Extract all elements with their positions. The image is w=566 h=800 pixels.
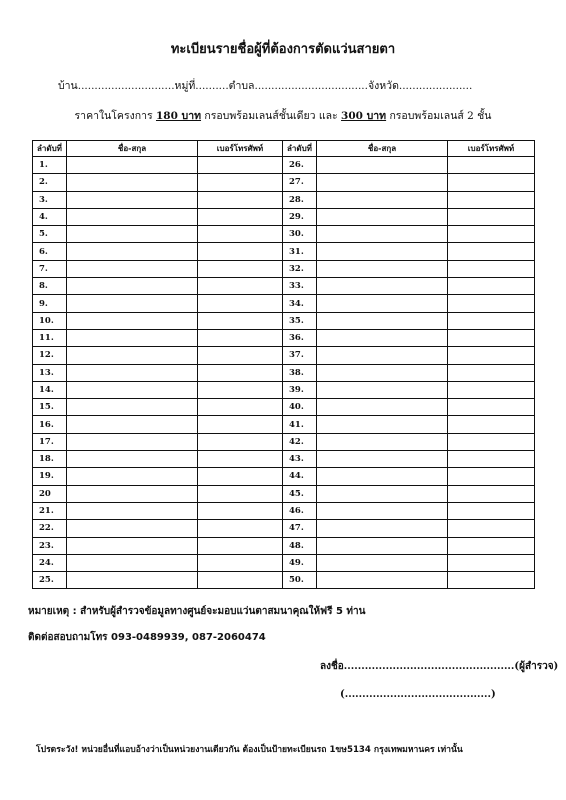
row-number-right: 32. bbox=[283, 260, 317, 277]
name-cell-left[interactable] bbox=[67, 554, 198, 571]
row-number-left: 7. bbox=[33, 260, 67, 277]
phone-cell-left[interactable] bbox=[198, 208, 283, 225]
phone-cell-left[interactable] bbox=[198, 260, 283, 277]
name-cell-left[interactable] bbox=[67, 485, 198, 502]
name-cell-left[interactable] bbox=[67, 416, 198, 433]
row-number-left: 6. bbox=[33, 243, 67, 260]
row-number-left: 18. bbox=[33, 451, 67, 468]
table-row bbox=[33, 260, 535, 277]
phone-cell-left[interactable] bbox=[198, 554, 283, 571]
phone-cell-left[interactable] bbox=[198, 226, 283, 243]
price-double: 300 บาท bbox=[341, 110, 387, 122]
name-cell-left[interactable] bbox=[67, 226, 198, 243]
row-number-right: 40. bbox=[283, 399, 317, 416]
header-no-left: ลำดับที่ bbox=[33, 141, 67, 157]
name-cell-right[interactable] bbox=[317, 208, 448, 225]
table-row bbox=[33, 364, 535, 381]
row-number-left: 21. bbox=[33, 502, 67, 519]
row-number-right: 27. bbox=[283, 174, 317, 191]
phone-cell-right[interactable] bbox=[448, 468, 535, 485]
table-row bbox=[33, 295, 535, 312]
signature-name-line[interactable]: (..........................................) bbox=[340, 689, 496, 700]
name-cell-right[interactable] bbox=[317, 157, 448, 174]
table-body bbox=[33, 157, 535, 589]
phone-cell-right[interactable] bbox=[448, 347, 535, 364]
table-row bbox=[33, 243, 535, 260]
name-cell-right[interactable] bbox=[317, 468, 448, 485]
name-cell-right[interactable] bbox=[317, 554, 448, 571]
row-number-left: 2. bbox=[33, 174, 67, 191]
phone-cell-left[interactable] bbox=[198, 312, 283, 329]
row-number-right: 37. bbox=[283, 347, 317, 364]
phone-cell-left[interactable] bbox=[198, 174, 283, 191]
name-cell-right[interactable] bbox=[317, 433, 448, 450]
row-number-right: 39. bbox=[283, 381, 317, 398]
phone-cell-right[interactable] bbox=[448, 191, 535, 208]
name-cell-left[interactable] bbox=[67, 260, 198, 277]
row-number-right: 38. bbox=[283, 364, 317, 381]
phone-cell-right[interactable] bbox=[448, 208, 535, 225]
header-name-left: ชื่อ-สกุล bbox=[67, 141, 198, 157]
name-cell-right[interactable] bbox=[317, 485, 448, 502]
name-cell-left[interactable] bbox=[67, 572, 198, 589]
row-number-left: 19. bbox=[33, 468, 67, 485]
name-cell-right[interactable] bbox=[317, 502, 448, 519]
phone-cell-right[interactable] bbox=[448, 416, 535, 433]
table-row bbox=[33, 416, 535, 433]
phone-cell-left[interactable] bbox=[198, 243, 283, 260]
table-row bbox=[33, 174, 535, 191]
phone-cell-right[interactable] bbox=[448, 520, 535, 537]
name-cell-left[interactable] bbox=[67, 174, 198, 191]
phone-cell-right[interactable] bbox=[448, 243, 535, 260]
phone-cell-left[interactable] bbox=[198, 502, 283, 519]
header-name-right: ชื่อ-สกุล bbox=[317, 141, 448, 157]
table-row bbox=[33, 572, 535, 589]
name-cell-right[interactable] bbox=[317, 260, 448, 277]
row-number-left: 10. bbox=[33, 312, 67, 329]
phone-cell-left[interactable] bbox=[198, 537, 283, 554]
name-cell-right[interactable] bbox=[317, 520, 448, 537]
row-number-right: 41. bbox=[283, 416, 317, 433]
phone-cell-left[interactable] bbox=[198, 278, 283, 295]
row-number-left: 1. bbox=[33, 157, 67, 174]
table-row bbox=[33, 157, 535, 174]
village-field[interactable]: บ้าน............................. bbox=[58, 80, 175, 92]
phone-cell-right[interactable] bbox=[448, 364, 535, 381]
name-cell-left[interactable] bbox=[67, 329, 198, 346]
phone-cell-right[interactable] bbox=[448, 485, 535, 502]
row-number-right: 46. bbox=[283, 502, 317, 519]
phone-cell-left[interactable] bbox=[198, 381, 283, 398]
name-cell-right[interactable] bbox=[317, 243, 448, 260]
name-cell-left[interactable] bbox=[67, 278, 198, 295]
row-number-left: 12. bbox=[33, 347, 67, 364]
row-number-right: 44. bbox=[283, 468, 317, 485]
phone-cell-left[interactable] bbox=[198, 295, 283, 312]
name-cell-right[interactable] bbox=[317, 381, 448, 398]
table-row bbox=[33, 312, 535, 329]
phone-cell-right[interactable] bbox=[448, 278, 535, 295]
phone-cell-left[interactable] bbox=[198, 451, 283, 468]
name-cell-left[interactable] bbox=[67, 520, 198, 537]
row-number-left: 4. bbox=[33, 208, 67, 225]
table-row bbox=[33, 191, 535, 208]
name-cell-left[interactable] bbox=[67, 468, 198, 485]
registration-table-wrap bbox=[32, 140, 534, 589]
row-number-left: 17. bbox=[33, 433, 67, 450]
table-row bbox=[33, 347, 535, 364]
row-number-right: 49. bbox=[283, 554, 317, 571]
name-cell-left[interactable] bbox=[67, 157, 198, 174]
table-header-row bbox=[33, 141, 535, 157]
province-field[interactable]: จังหวัด...................... bbox=[367, 80, 473, 92]
row-number-left: 25. bbox=[33, 572, 67, 589]
name-cell-right[interactable] bbox=[317, 174, 448, 191]
table-row bbox=[33, 451, 535, 468]
table-row bbox=[33, 399, 535, 416]
row-number-left: 24. bbox=[33, 554, 67, 571]
phone-cell-left[interactable] bbox=[198, 485, 283, 502]
name-cell-right[interactable] bbox=[317, 329, 448, 346]
row-number-right: 47. bbox=[283, 520, 317, 537]
table-row bbox=[33, 226, 535, 243]
table-row bbox=[33, 468, 535, 485]
table-row bbox=[33, 520, 535, 537]
name-cell-left[interactable] bbox=[67, 312, 198, 329]
phone-cell-right[interactable] bbox=[448, 329, 535, 346]
name-cell-left[interactable] bbox=[67, 381, 198, 398]
phone-cell-right[interactable] bbox=[448, 381, 535, 398]
address-line bbox=[58, 77, 472, 94]
row-number-left: 20 bbox=[33, 485, 67, 502]
phone-cell-right[interactable] bbox=[448, 157, 535, 174]
phone-cell-right[interactable] bbox=[448, 502, 535, 519]
row-number-left: 22. bbox=[33, 520, 67, 537]
phone-cell-right[interactable] bbox=[448, 554, 535, 571]
table-row bbox=[33, 502, 535, 519]
document-title: ทะเบียนรายชื่อผู้ที่ต้องการตัดแว่นสายตา bbox=[170, 42, 396, 57]
name-cell-right[interactable] bbox=[317, 295, 448, 312]
phone-cell-right[interactable] bbox=[448, 312, 535, 329]
row-number-right: 50. bbox=[283, 572, 317, 589]
row-number-right: 42. bbox=[283, 433, 317, 450]
note-text: หมายเหตุ : สำหรับผู้สำรวจข้อมูลทางศูนย์จะมอบแว่นตาสมนาคุณให้ฟรี 5 ท่าน bbox=[28, 606, 366, 617]
phone-cell-left[interactable] bbox=[198, 572, 283, 589]
phone-cell-left[interactable] bbox=[198, 329, 283, 346]
price-mid: กรอบพร้อมเลนส์ชั้นเดียว และ bbox=[204, 110, 338, 122]
table-row bbox=[33, 208, 535, 225]
name-cell-left[interactable] bbox=[67, 364, 198, 381]
row-number-left: 13. bbox=[33, 364, 67, 381]
row-number-right: 31. bbox=[283, 243, 317, 260]
row-number-right: 30. bbox=[283, 226, 317, 243]
row-number-left: 8. bbox=[33, 278, 67, 295]
row-number-right: 35. bbox=[283, 312, 317, 329]
table-row bbox=[33, 485, 535, 502]
row-number-left: 16. bbox=[33, 416, 67, 433]
moo-field[interactable]: หมู่ที่.......... bbox=[174, 80, 229, 92]
phone-cell-right[interactable] bbox=[448, 399, 535, 416]
row-number-left: 15. bbox=[33, 399, 67, 416]
phone-cell-left[interactable] bbox=[198, 399, 283, 416]
name-cell-right[interactable] bbox=[317, 226, 448, 243]
table-row bbox=[33, 278, 535, 295]
name-cell-left[interactable] bbox=[67, 502, 198, 519]
name-cell-right[interactable] bbox=[317, 278, 448, 295]
header-phone-left: เบอร์โทรศัพท์ bbox=[198, 141, 283, 157]
phone-cell-left[interactable] bbox=[198, 157, 283, 174]
table-row bbox=[33, 554, 535, 571]
registration-table bbox=[32, 140, 535, 589]
tambon-field[interactable]: ตำบล.................................. bbox=[228, 80, 368, 92]
name-cell-left[interactable] bbox=[67, 208, 198, 225]
name-cell-left[interactable] bbox=[67, 537, 198, 554]
price-single: 180 บาท bbox=[155, 110, 202, 122]
contact-text: ติดต่อสอบถามโทร 093-0489939, 087-2060474 bbox=[28, 632, 266, 643]
phone-cell-right[interactable] bbox=[448, 174, 535, 191]
row-number-left: 14. bbox=[33, 381, 67, 398]
header-no-right: ลำดับที่ bbox=[283, 141, 317, 157]
name-cell-left[interactable] bbox=[67, 451, 198, 468]
price-prefix: ราคาในโครงการ bbox=[74, 110, 153, 122]
header-phone-right: เบอร์โทรศัพท์ bbox=[448, 141, 535, 157]
phone-cell-left[interactable] bbox=[198, 416, 283, 433]
row-number-right: 36. bbox=[283, 329, 317, 346]
phone-cell-left[interactable] bbox=[198, 191, 283, 208]
phone-cell-left[interactable] bbox=[198, 347, 283, 364]
phone-cell-right[interactable] bbox=[448, 295, 535, 312]
row-number-right: 45. bbox=[283, 485, 317, 502]
name-cell-right[interactable] bbox=[317, 312, 448, 329]
phone-cell-right[interactable] bbox=[448, 433, 535, 450]
row-number-left: 3. bbox=[33, 191, 67, 208]
price-line bbox=[0, 107, 566, 124]
table-row bbox=[33, 329, 535, 346]
table-row bbox=[33, 381, 535, 398]
footer-warning: โปรดระวัง! หน่วยอื่นที่แอบอ้างว่าเป็นหน่วยงานเดียวกัน ต้องเป็นป้ายทะเบียนรถ 1ขษ5134 กรุงเทพมหานคร เท่านั้น bbox=[36, 745, 463, 755]
phone-cell-right[interactable] bbox=[448, 260, 535, 277]
row-number-right: 29. bbox=[283, 208, 317, 225]
row-number-left: 23. bbox=[33, 537, 67, 554]
row-number-right: 34. bbox=[283, 295, 317, 312]
row-number-right: 43. bbox=[283, 451, 317, 468]
name-cell-right[interactable] bbox=[317, 399, 448, 416]
name-cell-right[interactable] bbox=[317, 347, 448, 364]
name-cell-left[interactable] bbox=[67, 347, 198, 364]
row-number-right: 48. bbox=[283, 537, 317, 554]
phone-cell-right[interactable] bbox=[448, 226, 535, 243]
row-number-right: 33. bbox=[283, 278, 317, 295]
name-cell-left[interactable] bbox=[67, 191, 198, 208]
name-cell-right[interactable] bbox=[317, 364, 448, 381]
table-row bbox=[33, 537, 535, 554]
table-row bbox=[33, 433, 535, 450]
row-number-left: 9. bbox=[33, 295, 67, 312]
name-cell-right[interactable] bbox=[317, 191, 448, 208]
phone-cell-right[interactable] bbox=[448, 572, 535, 589]
name-cell-right[interactable] bbox=[317, 416, 448, 433]
name-cell-right[interactable] bbox=[317, 572, 448, 589]
phone-cell-left[interactable] bbox=[198, 364, 283, 381]
phone-cell-right[interactable] bbox=[448, 451, 535, 468]
price-suffix: กรอบพร้อมเลนส์ 2 ชั้น bbox=[389, 110, 492, 122]
phone-cell-left[interactable] bbox=[198, 433, 283, 450]
name-cell-left[interactable] bbox=[67, 243, 198, 260]
row-number-right: 28. bbox=[283, 191, 317, 208]
row-number-right: 26. bbox=[283, 157, 317, 174]
signature-line[interactable]: ลงชื่อ.................................................(ผู้สำรวจ) bbox=[320, 661, 559, 672]
name-cell-right[interactable] bbox=[317, 537, 448, 554]
row-number-left: 5. bbox=[33, 226, 67, 243]
name-cell-left[interactable] bbox=[67, 433, 198, 450]
name-cell-left[interactable] bbox=[67, 399, 198, 416]
name-cell-right[interactable] bbox=[317, 451, 448, 468]
name-cell-left[interactable] bbox=[67, 295, 198, 312]
phone-cell-right[interactable] bbox=[448, 537, 535, 554]
row-number-left: 11. bbox=[33, 329, 67, 346]
phone-cell-left[interactable] bbox=[198, 520, 283, 537]
phone-cell-left[interactable] bbox=[198, 468, 283, 485]
